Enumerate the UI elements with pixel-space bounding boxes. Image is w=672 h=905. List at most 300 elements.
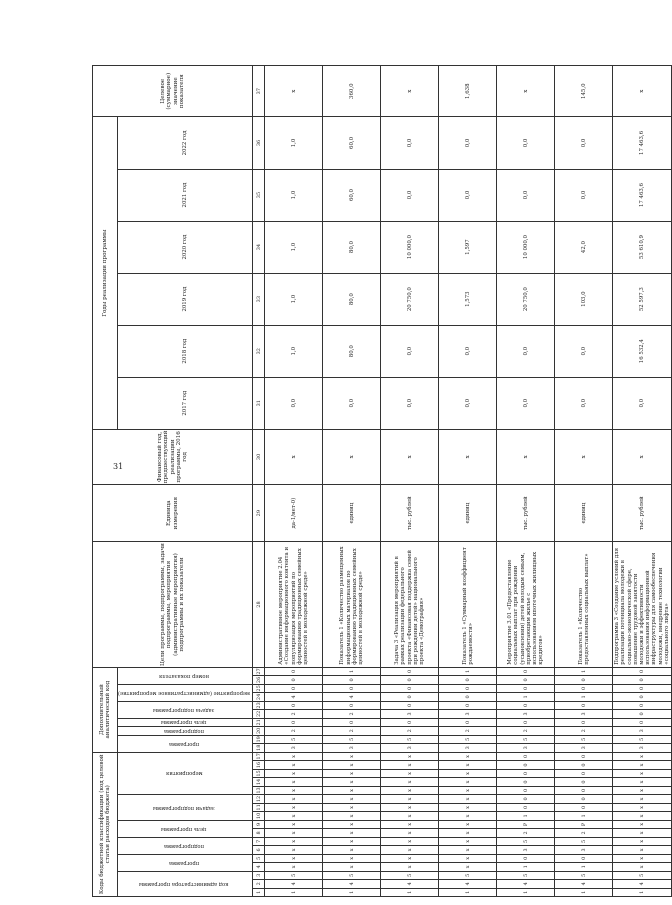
code-cell: x <box>265 820 323 828</box>
code-cell: x <box>613 820 672 828</box>
code-cell: 0 <box>323 676 381 684</box>
row-description: Показатель 1 «Количество предоставленных социальных выплат» <box>555 542 613 667</box>
code-cell: 0 <box>381 684 439 692</box>
code-cell: 5 <box>439 871 497 879</box>
row-description: Административное мероприятие 2.04 «Создание информационного контента и популяризация мероприятий по формированию традиционных семейных ценностей в молодежной среде» <box>265 542 323 667</box>
row-year-value: 0,0 <box>439 117 497 169</box>
code-cell: 0 <box>323 718 381 726</box>
code-cell: x <box>439 778 497 786</box>
index-cell: 24 <box>253 693 265 701</box>
code-cell: 0 <box>381 667 439 675</box>
index-cell: 10 <box>253 812 265 820</box>
code-cell: x <box>439 820 497 828</box>
row-year-value: 80,0 <box>323 221 381 273</box>
code-cell: x <box>613 752 672 761</box>
code-cell: x <box>323 812 381 820</box>
index-cell: 12 <box>253 795 265 803</box>
index-cell: 37 <box>253 66 265 117</box>
row-year-value: 1,0 <box>265 273 323 325</box>
row-target: 360,0 <box>323 66 381 117</box>
code-cell: 1 <box>439 667 497 675</box>
row-year-value: 20 750,0 <box>497 273 555 325</box>
row-year-value: 0,0 <box>381 169 439 221</box>
code-cell: x <box>265 846 323 854</box>
index-cell: 34 <box>253 221 265 273</box>
header-ac-activity: мероприятие (административное мероприятие) <box>118 684 253 701</box>
code-cell: x <box>265 761 323 769</box>
code-cell: 2 <box>381 727 439 735</box>
year-2020: 2020 год <box>118 221 253 273</box>
code-cell: 5 <box>613 871 672 879</box>
row-year-value: 17 463,6 <box>613 117 672 169</box>
header-ac-task: задача подпрограммы <box>118 701 253 718</box>
code-cell: x <box>439 803 497 811</box>
year-2022: 2022 год <box>118 117 253 169</box>
index-cell: 30 <box>253 429 265 484</box>
code-cell: x <box>323 863 381 871</box>
row-unit: тыс. рублей <box>613 484 672 541</box>
code-cell: 0 <box>381 676 439 684</box>
code-cell: x <box>323 786 381 794</box>
year-2017: 2017 год <box>118 377 253 429</box>
code-cell: 3 <box>381 710 439 718</box>
code-cell: 0 <box>555 718 613 726</box>
row-description: Подпрограмма 3 «Создание условий для реализации потенциала молодежи в социально-экономической сфере, повышение трудовой занятости молодежи и эффективности использования информационной инфраструктуры для самообеспечения молодежи, внедрение технологии «социального лифта» <box>613 542 672 667</box>
year-2021: 2021 год <box>118 169 253 221</box>
row-year-value: 0,0 <box>381 117 439 169</box>
code-cell: x <box>439 761 497 769</box>
row-year-value: 20 750,0 <box>381 273 439 325</box>
index-cell: 14 <box>253 778 265 786</box>
code-cell: 4 <box>613 880 672 888</box>
header-admin-code: код администратора программы <box>118 871 253 896</box>
header-goal: Цели программы, подпрограммы, задачи подпрограммы, мероприятия (административные мероприятия) подпрограммы и их показатели <box>93 542 253 667</box>
code-cell: 3 <box>497 846 555 854</box>
code-cell: 3 <box>555 846 613 854</box>
code-cell: 5 <box>265 735 323 743</box>
code-cell: 5 <box>323 735 381 743</box>
code-cell: 0 <box>613 718 672 726</box>
code-cell: 0 <box>613 701 672 709</box>
code-cell: 0 <box>381 718 439 726</box>
code-cell: 5 <box>497 735 555 743</box>
index-cell: 35 <box>253 169 265 221</box>
index-cell: 23 <box>253 701 265 709</box>
index-cell: 31 <box>253 377 265 429</box>
code-cell: 0 <box>497 786 555 794</box>
code-cell: 0 <box>439 718 497 726</box>
code-cell: 1 <box>323 667 381 675</box>
code-cell: 3 <box>323 744 381 752</box>
code-cell: 5 <box>323 871 381 879</box>
code-cell: x <box>439 846 497 854</box>
code-cell: 5 <box>613 735 672 743</box>
code-cell: x <box>613 854 672 862</box>
header-program: программа <box>118 854 253 871</box>
header-target-value: Целевое (суммарное) значение показателя <box>93 66 253 117</box>
code-cell: x <box>323 854 381 862</box>
code-cell: 0 <box>381 701 439 709</box>
row-unit: единиц <box>439 484 497 541</box>
table-row <box>323 66 381 897</box>
index-cell: 7 <box>253 837 265 845</box>
code-cell: x <box>323 761 381 769</box>
header-unit: Единица измерения <box>93 484 253 541</box>
row-year-value: 1,0 <box>265 117 323 169</box>
code-cell: 5 <box>555 837 613 845</box>
row-year-value: 0,0 <box>555 117 613 169</box>
row-description: Мероприятие 3.01 «Предоставление социальных выплат при рождении (усыновлении) детей молодым семьям, приобретающим жилье с использованием ипотечных жилищных кредитов» <box>497 542 555 667</box>
code-cell: 0 <box>613 693 672 701</box>
code-cell: x <box>265 778 323 786</box>
code-cell: x <box>439 837 497 845</box>
row-year-value: 0,0 <box>439 169 497 221</box>
code-cell: 0 <box>497 803 555 811</box>
header-fin-year: Финансовый год, предшествующий реализации программы, 2016 год <box>93 429 253 484</box>
table-row <box>381 66 439 897</box>
code-cell: 0 <box>613 667 672 675</box>
code-cell: 0 <box>497 769 555 777</box>
code-cell: 0 <box>265 667 323 675</box>
header-activities: мероприятия <box>118 752 253 795</box>
code-cell: 1 <box>497 888 555 896</box>
program-register-table <box>92 65 672 897</box>
table-row <box>555 66 613 897</box>
code-cell: 0 <box>497 718 555 726</box>
index-cell: 5 <box>253 854 265 862</box>
row-year-value: 42,0 <box>555 221 613 273</box>
code-cell: 0 <box>265 684 323 692</box>
code-cell: 0 <box>555 761 613 769</box>
index-cell: 21 <box>253 718 265 726</box>
code-cell: 1 <box>555 812 613 820</box>
code-cell: x <box>323 795 381 803</box>
code-cell: x <box>323 846 381 854</box>
code-cell: 5 <box>265 871 323 879</box>
code-cell: x <box>439 829 497 837</box>
header-years-group: Годы реализации программы <box>93 117 118 429</box>
code-cell: 0 <box>555 684 613 692</box>
row-year-value: 0,0 <box>381 377 439 429</box>
row-year-value: 0,0 <box>497 117 555 169</box>
code-cell: x <box>613 846 672 854</box>
code-cell: 0 <box>497 676 555 684</box>
code-cell: 0 <box>497 667 555 675</box>
code-cell: 0 <box>381 693 439 701</box>
index-cell: 9 <box>253 820 265 828</box>
code-cell: 0 <box>555 803 613 811</box>
code-cell: 0 <box>613 684 672 692</box>
row-fin-year: x <box>613 429 672 484</box>
code-cell: 5 <box>439 735 497 743</box>
row-fin-year: x <box>381 429 439 484</box>
row-year-value: 0,0 <box>381 325 439 377</box>
index-cell: 22 <box>253 710 265 718</box>
header-subprogram-tasks: задачи подпрограммы <box>118 795 253 820</box>
index-cell: 28 <box>253 542 265 667</box>
row-unit: тыс. рублей <box>497 484 555 541</box>
code-cell: 0 <box>439 684 497 692</box>
row-year-value: 0,0 <box>265 377 323 429</box>
code-cell: 3 <box>613 727 672 735</box>
row-year-value: 1,0 <box>265 169 323 221</box>
code-cell: x <box>381 795 439 803</box>
row-unit: единиц <box>323 484 381 541</box>
code-cell: x <box>381 761 439 769</box>
code-cell: 5 <box>555 735 613 743</box>
code-cell: 4 <box>323 693 381 701</box>
code-cell: x <box>439 769 497 777</box>
code-cell: 1 <box>439 888 497 896</box>
code-cell: x <box>323 803 381 811</box>
row-year-value: 80,0 <box>323 325 381 377</box>
code-cell: x <box>613 812 672 820</box>
code-cell: 1 <box>497 693 555 701</box>
code-cell: 0 <box>555 769 613 777</box>
code-cell: 1 <box>323 888 381 896</box>
code-cell: 0 <box>497 854 555 862</box>
code-cell: 4 <box>323 880 381 888</box>
code-cell: 1 <box>497 812 555 820</box>
index-cell: 27 <box>253 667 265 675</box>
code-cell: 1 <box>381 888 439 896</box>
code-cell: x <box>265 803 323 811</box>
rotated-page-sheet <box>92 65 670 897</box>
code-cell: x <box>381 769 439 777</box>
code-cell: 4 <box>497 880 555 888</box>
code-cell: 0 <box>613 710 672 718</box>
code-cell: x <box>439 812 497 820</box>
code-cell: 0 <box>265 676 323 684</box>
code-cell: 0 <box>613 676 672 684</box>
index-cell: 32 <box>253 325 265 377</box>
code-cell: 2 <box>265 710 323 718</box>
code-cell: x <box>381 829 439 837</box>
index-cell: 25 <box>253 684 265 692</box>
code-cell: x <box>439 854 497 862</box>
row-year-value: 0,0 <box>555 377 613 429</box>
index-cell: 2 <box>253 880 265 888</box>
code-cell: x <box>613 778 672 786</box>
code-cell: x <box>613 795 672 803</box>
table-row <box>439 66 497 897</box>
code-cell: x <box>265 769 323 777</box>
code-cell: x <box>439 863 497 871</box>
code-cell: 0 <box>439 676 497 684</box>
row-unit: да-1/нет-0) <box>265 484 323 541</box>
header-ac-goal: цель программы <box>118 718 253 726</box>
code-cell: x <box>613 761 672 769</box>
index-cell: 26 <box>253 676 265 684</box>
code-cell: 5 <box>497 837 555 845</box>
index-cell: 15 <box>253 769 265 777</box>
table-row <box>265 66 323 897</box>
code-cell: 2 <box>555 727 613 735</box>
code-cell: 0 <box>555 778 613 786</box>
code-cell: x <box>265 837 323 845</box>
code-cell: 5 <box>381 871 439 879</box>
code-cell: 3 <box>439 744 497 752</box>
code-cell: x <box>381 812 439 820</box>
code-cell: x <box>381 820 439 828</box>
code-cell: x <box>439 786 497 794</box>
row-year-value: 0,0 <box>439 377 497 429</box>
code-cell: 3 <box>497 710 555 718</box>
code-cell: x <box>439 752 497 761</box>
row-target: 145,0 <box>555 66 613 117</box>
code-cell: 0 <box>323 684 381 692</box>
code-cell: 3 <box>381 744 439 752</box>
index-cell: 6 <box>253 846 265 854</box>
code-cell: 2 <box>323 727 381 735</box>
year-2019: 2019 год <box>118 273 253 325</box>
code-cell: 2 <box>497 727 555 735</box>
code-cell: 5 <box>555 871 613 879</box>
code-cell: P <box>555 820 613 828</box>
code-cell: x <box>381 854 439 862</box>
row-year-value: 0,0 <box>613 377 672 429</box>
row-year-value: 53 610,9 <box>613 221 672 273</box>
row-year-value: 10 000,0 <box>497 221 555 273</box>
code-cell: 0 <box>555 701 613 709</box>
row-year-value: 1,0 <box>265 221 323 273</box>
code-cell: x <box>265 829 323 837</box>
code-cell: 1 <box>555 863 613 871</box>
index-cell: 16 <box>253 761 265 769</box>
code-cell: 3 <box>555 710 613 718</box>
code-cell: x <box>613 769 672 777</box>
row-target: x <box>613 66 672 117</box>
index-cell: 36 <box>253 117 265 169</box>
code-cell: 4 <box>555 880 613 888</box>
index-cell: 3 <box>253 871 265 879</box>
column-index-row <box>253 66 265 897</box>
row-year-value: 60,0 <box>323 169 381 221</box>
row-year-value: 17 463,6 <box>613 169 672 221</box>
code-cell: x <box>265 795 323 803</box>
code-cell: 5 <box>381 735 439 743</box>
header-subprogram: подпрограмма <box>118 837 253 854</box>
row-year-value: 1,573 <box>439 273 497 325</box>
index-cell: 20 <box>253 727 265 735</box>
header-ac-program: программа <box>118 735 253 752</box>
row-fin-year: x <box>555 429 613 484</box>
page-number: 31 <box>113 462 124 471</box>
row-fin-year: x <box>323 429 381 484</box>
index-cell: 33 <box>253 273 265 325</box>
code-cell: x <box>381 778 439 786</box>
header-row-1 <box>93 66 118 897</box>
row-unit: единиц <box>555 484 613 541</box>
code-cell: x <box>613 803 672 811</box>
table-row <box>613 66 672 897</box>
code-cell: 0 <box>555 786 613 794</box>
row-year-value: 10 000,0 <box>381 221 439 273</box>
index-cell: 17 <box>253 752 265 761</box>
header-additional-code: Дополнительный аналитический код <box>93 667 118 752</box>
code-cell: 4 <box>265 880 323 888</box>
code-cell: x <box>265 752 323 761</box>
row-description: Показатель 1 «Количество размещенных информационных материалов по формированию традиционных семейных ценностей в молодежной среде» <box>323 542 381 667</box>
code-cell: 1 <box>497 863 555 871</box>
code-cell: 0 <box>497 684 555 692</box>
row-target: x <box>381 66 439 117</box>
code-cell: x <box>323 752 381 761</box>
code-cell: 4 <box>381 880 439 888</box>
row-year-value: 52 597,3 <box>613 273 672 325</box>
row-fin-year: x <box>439 429 497 484</box>
code-cell: x <box>323 769 381 777</box>
index-cell: 19 <box>253 735 265 743</box>
code-cell: x <box>613 837 672 845</box>
index-cell: 29 <box>253 484 265 541</box>
code-cell: x <box>323 829 381 837</box>
code-cell: 2 <box>555 829 613 837</box>
table-row <box>497 66 555 897</box>
code-cell: 0 <box>265 701 323 709</box>
row-unit: тыс. рублей <box>381 484 439 541</box>
row-description: Задача 3 «Реализация мероприятий в рамках реализации федерального проекта «Финансовая поддержка семей при рождении детей» национального проекта «Демография» <box>381 542 439 667</box>
row-year-value: 103,0 <box>555 273 613 325</box>
index-cell: 4 <box>253 863 265 871</box>
code-cell: 3 <box>265 744 323 752</box>
code-cell: x <box>265 786 323 794</box>
index-cell: 18 <box>253 744 265 752</box>
code-cell: x <box>323 778 381 786</box>
code-cell: x <box>381 786 439 794</box>
code-cell: x <box>439 795 497 803</box>
code-cell: 3 <box>555 744 613 752</box>
code-cell: 0 <box>497 701 555 709</box>
code-cell: x <box>613 863 672 871</box>
row-year-value: 0,0 <box>497 169 555 221</box>
row-target: x <box>497 66 555 117</box>
code-cell: x <box>613 786 672 794</box>
code-cell: 0 <box>497 778 555 786</box>
code-cell: 2 <box>323 710 381 718</box>
code-cell: 0 <box>555 854 613 862</box>
code-cell: 0 <box>497 795 555 803</box>
row-fin-year: x <box>497 429 555 484</box>
row-year-value: 1,597 <box>439 221 497 273</box>
year-2018: 2018 год <box>118 325 253 377</box>
row-year-value: 0,0 <box>555 169 613 221</box>
code-cell: x <box>381 803 439 811</box>
row-year-value: 0,0 <box>497 325 555 377</box>
code-cell: x <box>613 829 672 837</box>
code-cell: 3 <box>613 744 672 752</box>
header-ac-indicator: номер показателя <box>118 667 253 684</box>
code-cell: 1 <box>555 693 613 701</box>
code-cell: 5 <box>497 871 555 879</box>
row-year-value: 80,0 <box>323 273 381 325</box>
code-cell: 0 <box>497 761 555 769</box>
header-ac-sub: подпрограмма <box>118 727 253 735</box>
code-cell: 2 <box>497 829 555 837</box>
row-year-value: 0,0 <box>323 377 381 429</box>
row-fin-year: x <box>265 429 323 484</box>
code-cell: x <box>381 846 439 854</box>
index-cell: 13 <box>253 786 265 794</box>
row-target: 1,638 <box>439 66 497 117</box>
code-cell: 1 <box>555 667 613 675</box>
code-cell: x <box>323 837 381 845</box>
code-cell: 2 <box>265 727 323 735</box>
code-cell: 1 <box>555 888 613 896</box>
code-cell: x <box>381 863 439 871</box>
code-cell: 0 <box>555 676 613 684</box>
index-cell: 1 <box>253 888 265 896</box>
